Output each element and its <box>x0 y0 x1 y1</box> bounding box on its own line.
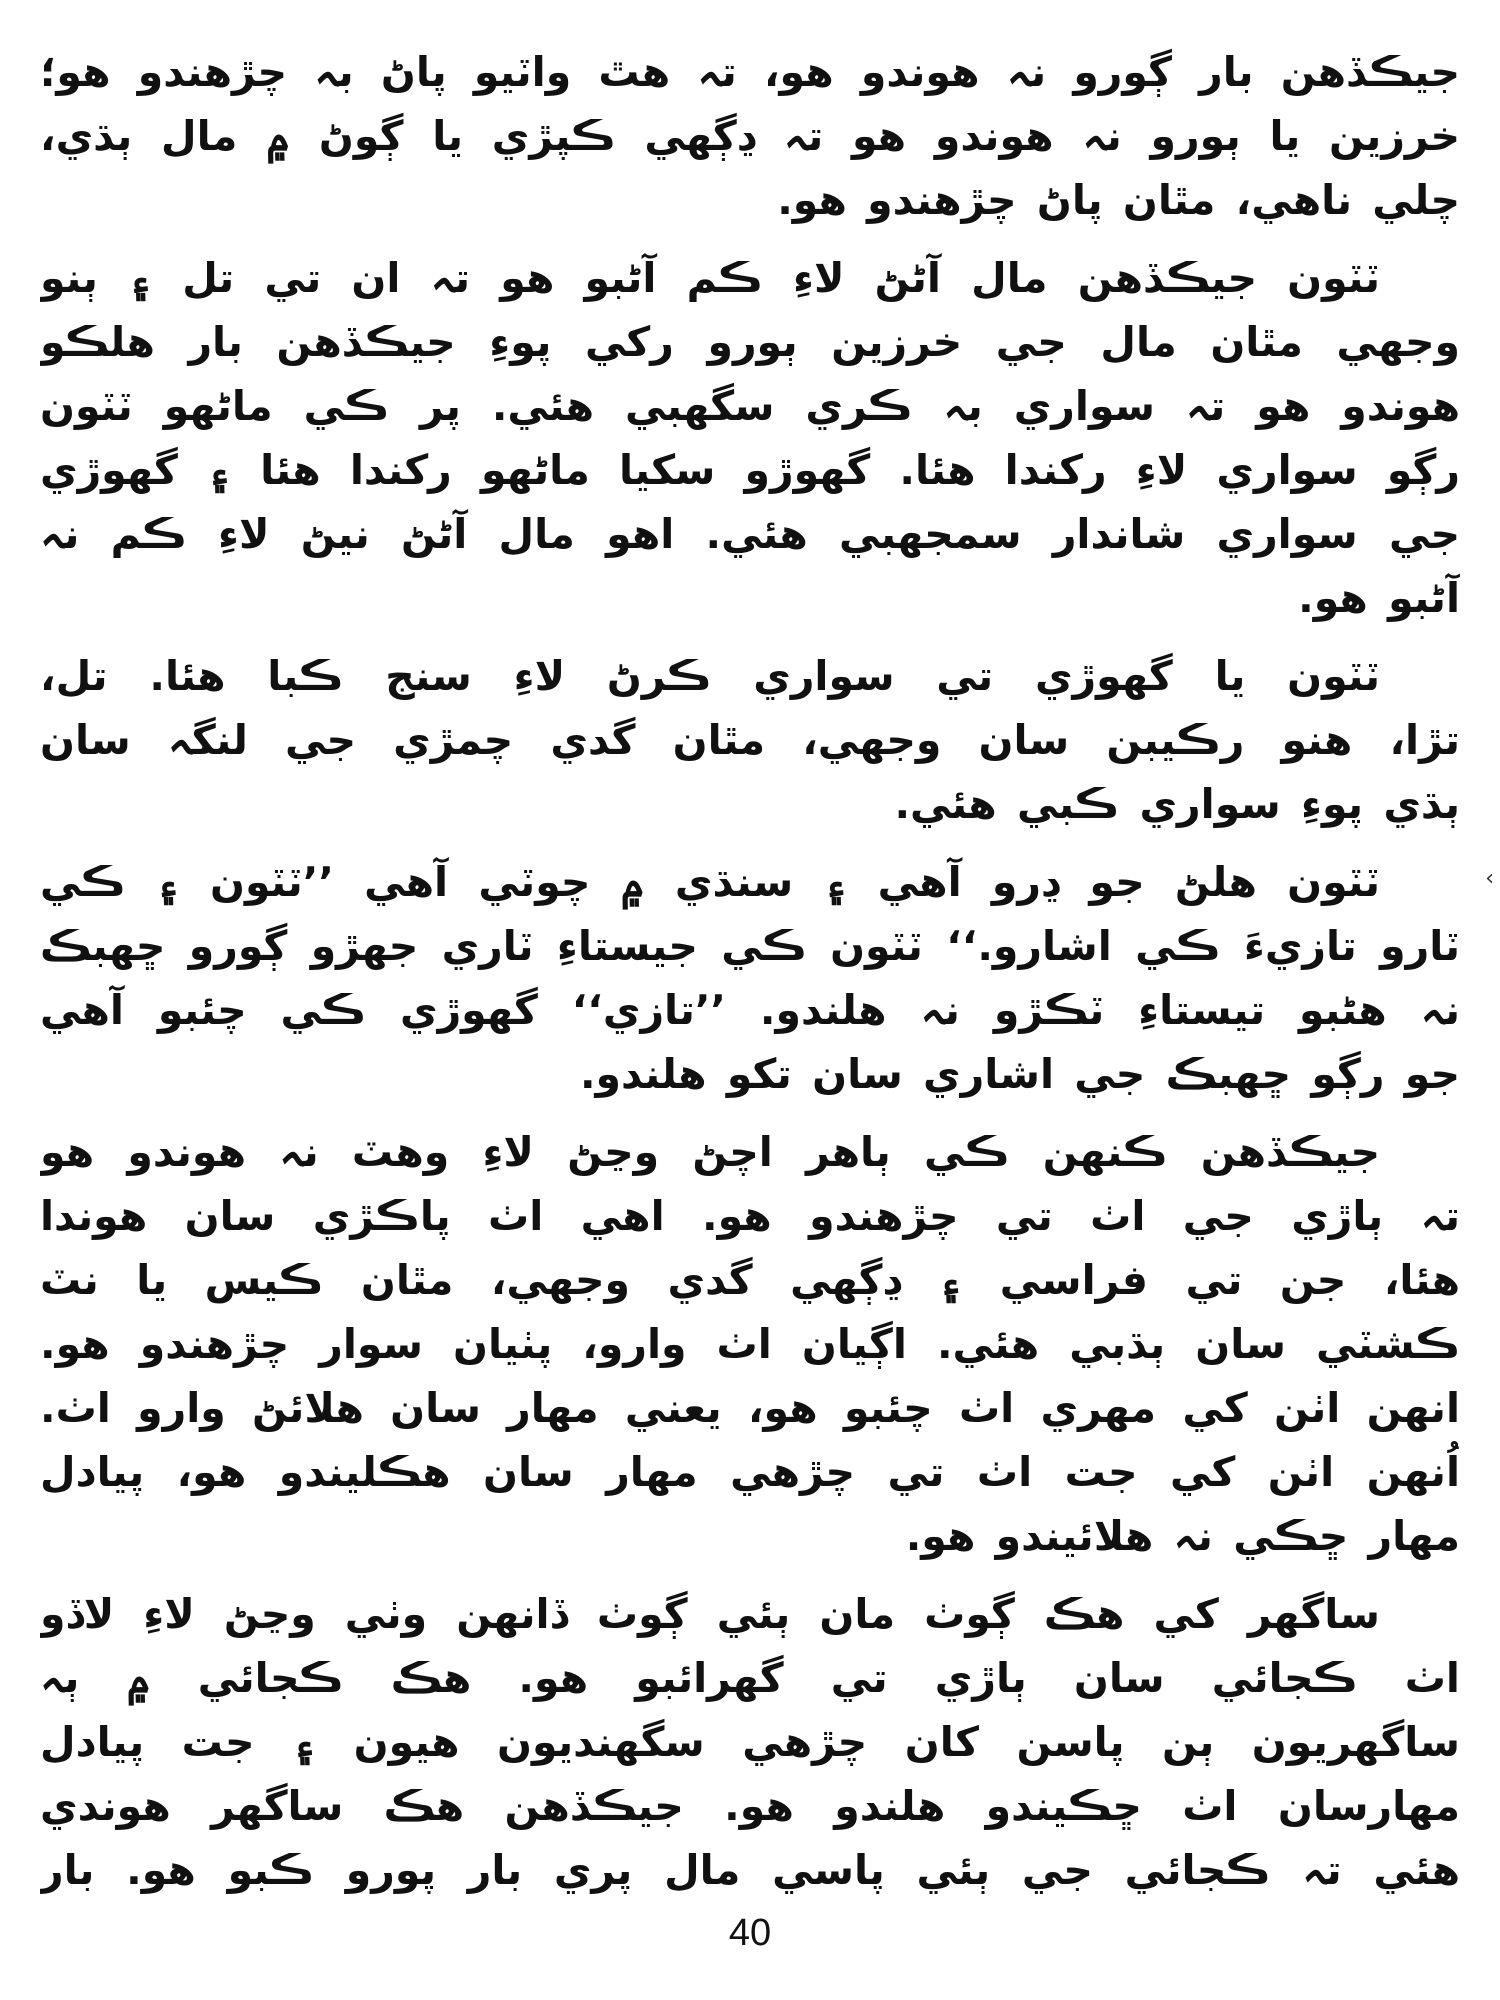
text-line: ساگهر کي هڪ ڳوٺ مان ٻئي ڳوٺ ڏانهن وٺي وڃڻ لاءِ لاڏو <box>40 1590 1380 1638</box>
text-line: ٽارو تازيءَ ڪي اشارو.‘‘ ٽٽون ڪي جيستاءِ ٽاري جهڙو ڳورو ڇهبڪ <box>40 922 1460 970</box>
text-line: ڪشٽي سان ٻڌبي هئي. اڳيان اٺ وارو، پٺيان سوار چڙهندو هو. <box>40 1320 1460 1368</box>
text-line: هئا، جن تي فراسي ۽ ڍڳهي گدي وجهي، مٿان ڪيس يا نٽ <box>40 1256 1460 1304</box>
text-line: چلي ناهي، مٿان پاڻ چڙهندو هو. <box>777 176 1460 224</box>
page-number: 40 <box>728 1912 772 1954</box>
text-line: مهار ڇڪي نہ هلائيندو هو. <box>905 1512 1460 1560</box>
paragraph-4 <box>40 850 1460 1106</box>
margin-mark: ‹ <box>1485 866 1494 891</box>
text-line: هوندو هو تہ سواري بہ ڪري سگهبي هئي. پر ڪي ماڻهو ٽٽون <box>40 382 1460 430</box>
paragraph-3 <box>40 644 1460 836</box>
text-line: رڳو سواري لاءِ رکندا هئا. گهوڙو سکيا ماڻهو رکندا هئا ۽ گهوڙي <box>40 446 1460 494</box>
text-line: ٽٽون يا گهوڙي تي سواري ڪرڻ لاءِ سنج ڪبا هئا. تل، <box>40 652 1380 700</box>
text-line: ٽٽون هلڻ جو ڍرو آهي ۽ سنڌي ۾ چوٽي آهي ’’ٽٽون ۽ ڪي <box>40 858 1380 906</box>
text-line: هئي تہ ڪجائي جي ٻئي پاسي مال پري بار پورو ڪبو هو. بار <box>40 1846 1460 1894</box>
text-line: مهارسان اٺ ڇڪيندو هلندو هو. جيڪڏهن هڪ ساگهر هوندي <box>40 1782 1460 1830</box>
text-line: جيڪڏهن بار ڳورو نہ هوندو هو، تہ هٿ واٽيو پاڻ بہ چڙهندو هو؛ <box>40 48 1460 96</box>
paragraph-5 <box>40 1120 1460 1568</box>
paragraph-2 <box>40 246 1460 630</box>
text-line: نہ هڻبو تيستاءِ ٽڪڙو نہ هلندو. ’’تازي‘‘ گهوڙي ڪي چئبو آهي <box>40 986 1460 1034</box>
paragraph-1 <box>40 40 1460 232</box>
paragraph-6 <box>40 1582 1460 1902</box>
text-line: جو رڳو ڇهبڪ جي اشاري سان تکو هلندو. <box>579 1050 1460 1098</box>
text-line: انهن اٺن کي مهري اٺ چئبو هو، يعني مهار سان هلائڻ وارو اٺ. <box>40 1384 1460 1432</box>
document-page <box>40 40 1460 1940</box>
text-line: خرزين يا ٻورو نہ هوندو هو تہ ڍڳهي ڪپڙي يا ڳوڻ ۾ مال ٻڌي، <box>40 112 1460 160</box>
text-line: اُنهن اٺن کي جت اٺ تي چڙهي مهار سان هڪليندو هو، پيادل <box>40 1448 1460 1496</box>
text-line: تڙا، هنو رڪيبن سان وجهي، مٿان گدي چمڙي جي لنگہ سان <box>40 716 1460 764</box>
text-line: ساگهريون ٻن پاسن کان چڙهي سگهنديون هيون ۽ جت پيادل <box>40 1718 1460 1766</box>
text-line: تہ ٻاڙي جي اٺ تي چڙهندو هو. اهي اٺ پاڪڙي سان هوندا <box>40 1192 1460 1240</box>
text-line: اٺ ڪجائي سان ٻاڙي تي گهرائبو هو. هڪ ڪجائي ۾ ٻہ <box>40 1654 1460 1702</box>
text-line: وجهي مٿان مال جي خرزين ٻورو رکي پوءِ جيڪڏهن بار هلڪو <box>40 318 1460 366</box>
text-line: ٻڌي پوءِ سواري ڪبي هئي. <box>894 780 1460 828</box>
text-line: آڻبو هو. <box>1298 574 1460 622</box>
text-line: جي سواري شاندار سمجهبي هئي. اهو مال آڻڻ نيڻ لاءِ ڪم نہ <box>40 510 1460 558</box>
text-line: جيڪڏهن ڪنهن ڪي ٻاهر اچڻ وڃڻ لاءِ وهٽ نہ هوندو هو <box>40 1128 1380 1176</box>
text-line: ٽٽون جيڪڏهن مال آڻڻ لاءِ ڪم آڻبو هو تہ ان تي تل ۽ ٻنو <box>40 254 1380 302</box>
